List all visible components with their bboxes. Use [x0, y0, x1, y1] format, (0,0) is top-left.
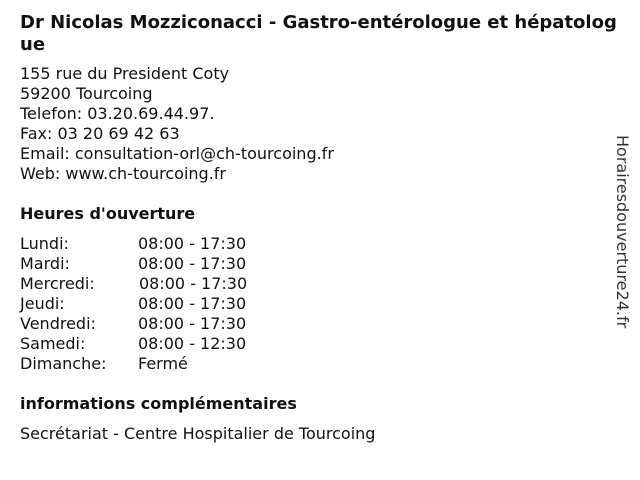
- street-address: 155 rue du President Coty: [20, 64, 230, 83]
- email-address: Email: consultation-orl@ch-tourcoing.fr: [20, 144, 334, 163]
- day-label: Vendredi:: [20, 314, 96, 333]
- site-watermark: Horairesdouverture24.fr: [613, 135, 632, 329]
- fax-number: Fax: 03 20 69 42 63: [20, 124, 180, 143]
- website-address: Web: www.ch-tourcoing.fr: [20, 164, 226, 183]
- phone-number: Telefon: 03.20.69.44.97.: [20, 104, 215, 123]
- additional-info-text: Secrétariat - Centre Hospitalier de Tourcoing: [20, 424, 376, 443]
- contact-block: [20, 64, 334, 184]
- city-postal-code: 59200 Tourcoing: [20, 84, 153, 103]
- day-label: Mercredi:: [20, 274, 95, 293]
- day-label: Mardi:: [20, 254, 70, 273]
- time-value: 08:00 - 17:30: [138, 254, 247, 273]
- time-value: 08:00 - 17:30: [138, 314, 247, 333]
- opening-hours-heading: Heures d'ouverture: [20, 204, 196, 223]
- additional-info-heading: informations complémentaires: [20, 394, 297, 413]
- page-title: Dr Nicolas Mozziconacci - Gastro-entérologue et hépatologue: [20, 12, 617, 55]
- time-value: 08:00 - 17:30: [139, 274, 248, 293]
- time-value: Fermé: [138, 354, 188, 373]
- day-label: Jeudi:: [20, 294, 65, 313]
- time-value: 08:00 - 17:30: [138, 294, 247, 313]
- day-label: Samedi:: [20, 334, 86, 353]
- day-label: Lundi:: [20, 234, 69, 253]
- time-value: 08:00 - 12:30: [138, 334, 247, 353]
- day-label: Dimanche:: [20, 354, 107, 373]
- time-value: 08:00 - 17:30: [138, 234, 247, 253]
